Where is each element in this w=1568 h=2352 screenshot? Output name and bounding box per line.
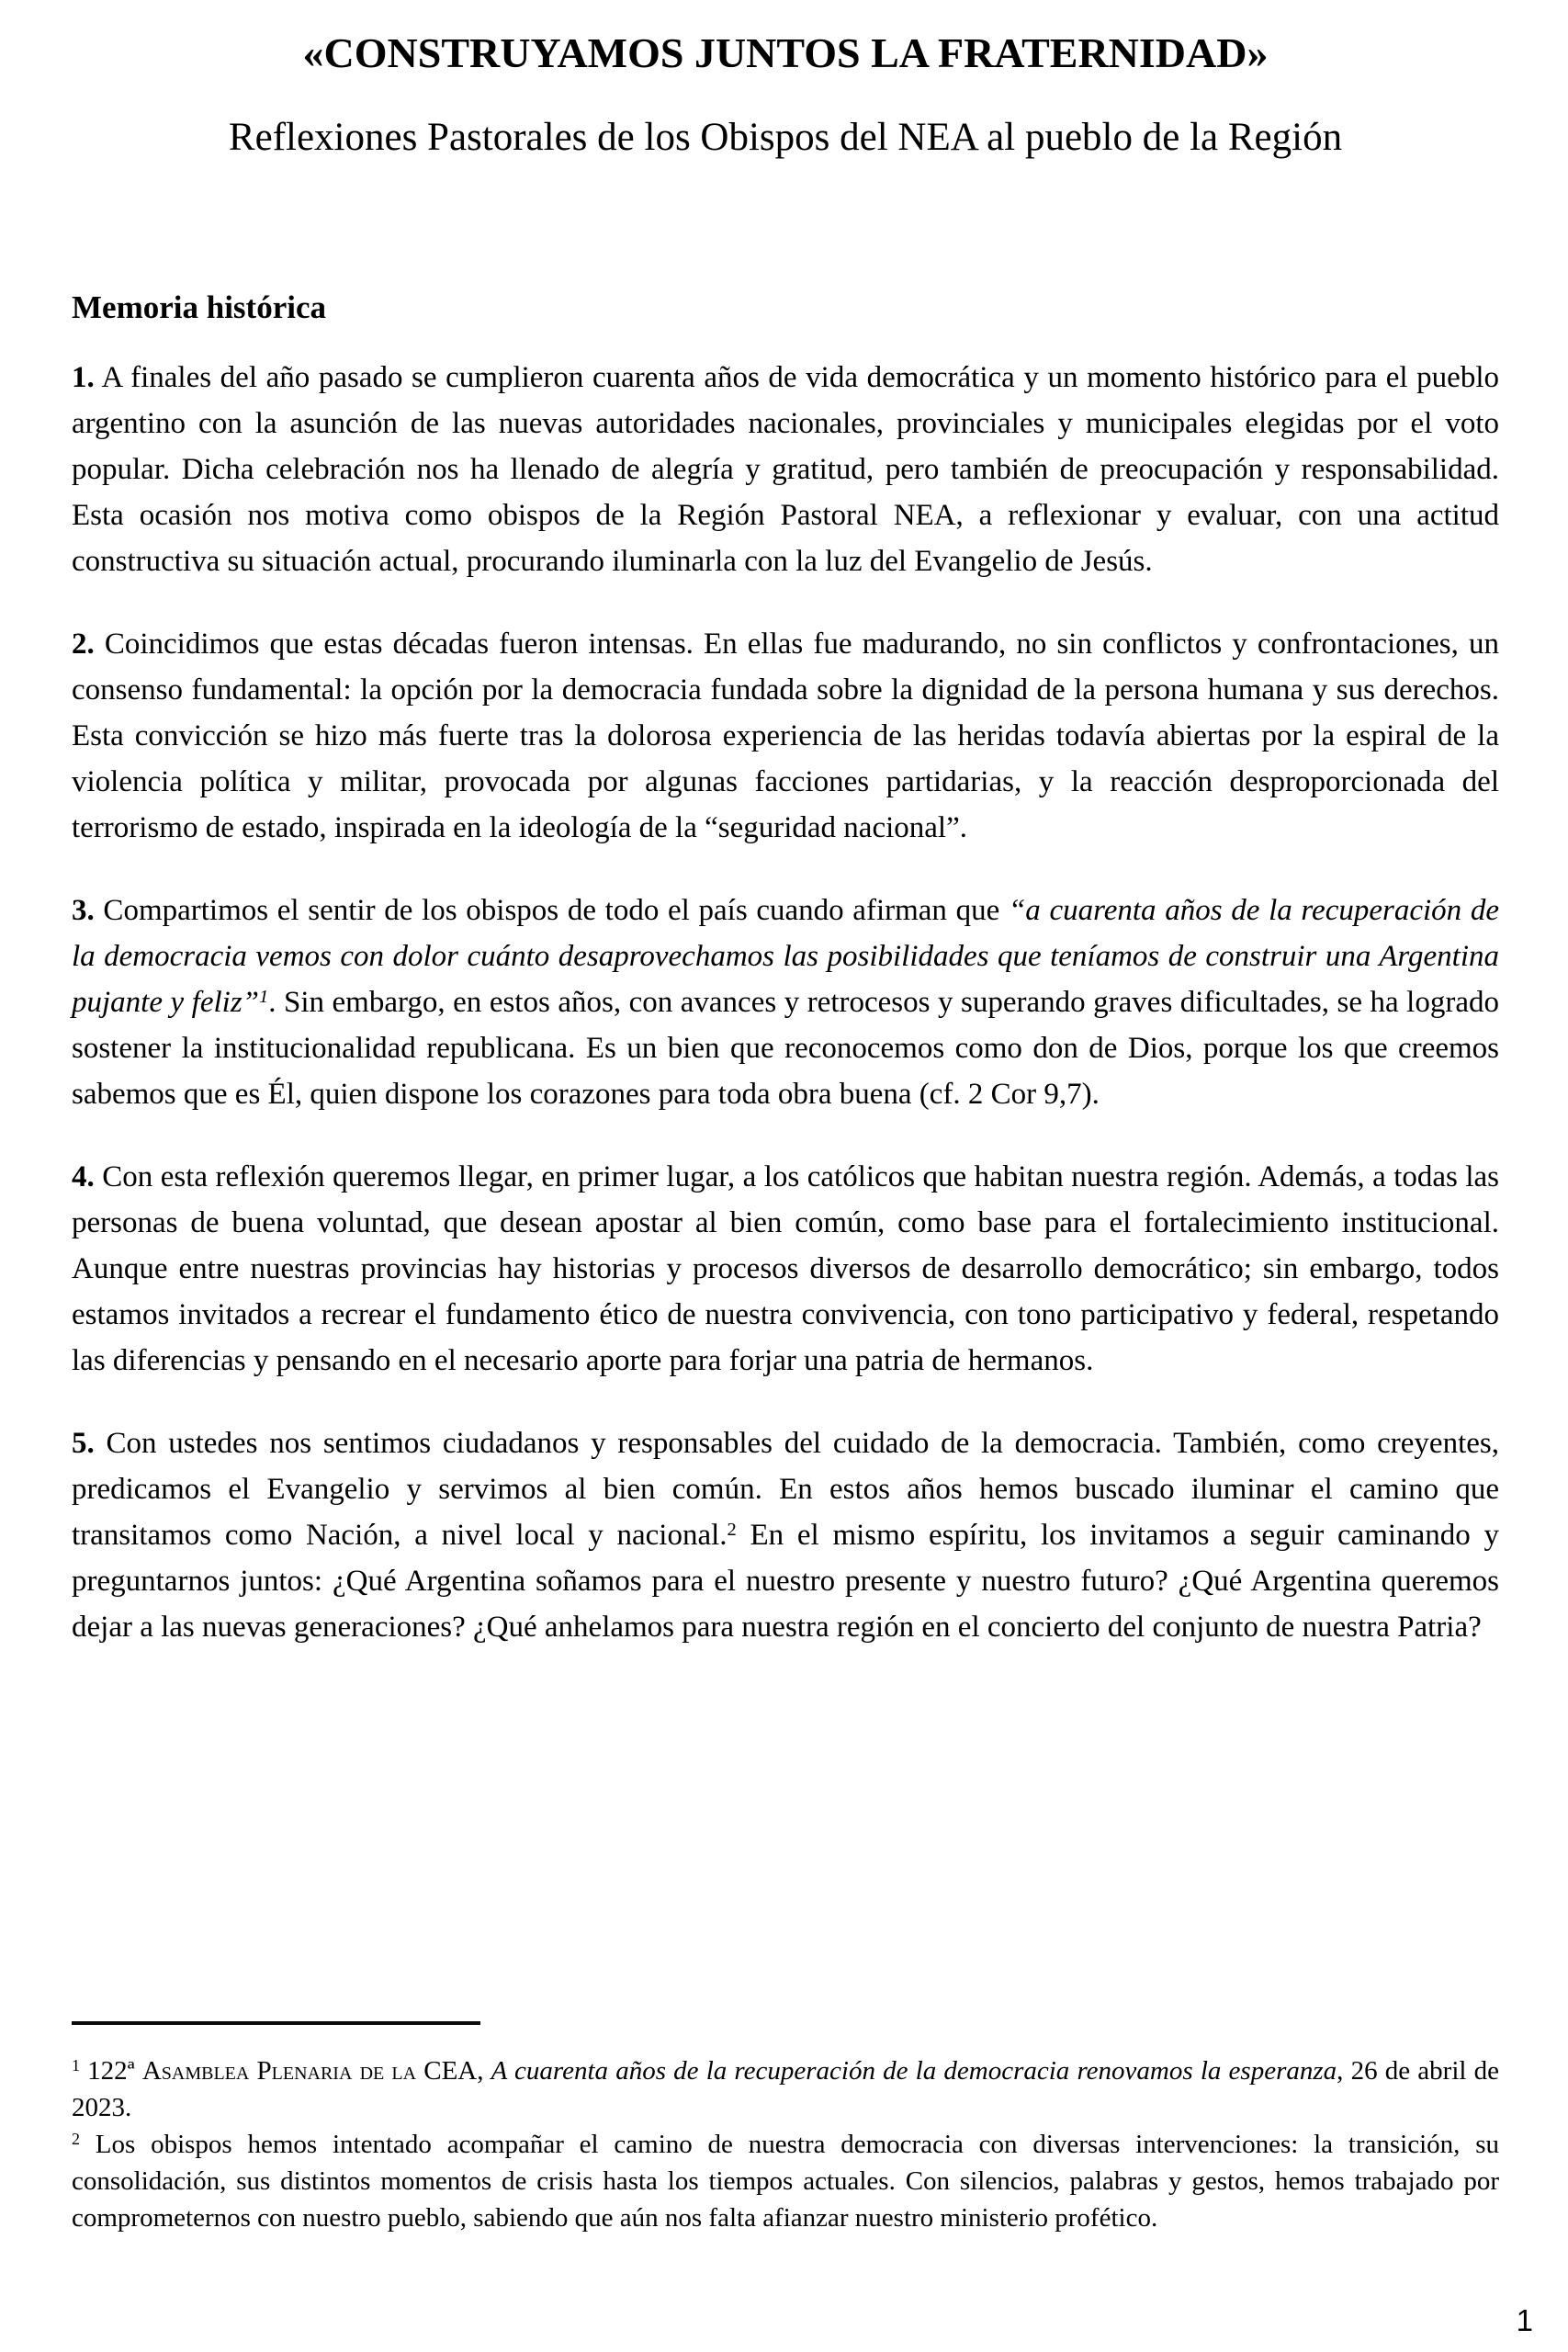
footnote-2 [72,2126,1499,2236]
footnote-1 [72,2052,1499,2126]
footnote-2-reference: 2 [727,1519,737,1540]
section-heading: Memoria histórica [72,289,326,325]
paragraph-5-text: Con ustedes nos sentimos ciudadanos y responsables del cuidado de la democracia. También, como creyentes, predicamos el Evangelio y servimos al bien común. En estos años hemos buscado iluminar el camino que transitamos como Nación, a nivel local y nacional. [72,1427,1499,1552]
paragraph-3-quote: “a cuarenta años de la recuperación de la democracia vemos con dolor cuánto desaprovechamos las posibilidades que teníamos de construir una Argentina pujante y feliz” [72,894,1499,1019]
paragraph-4-text: Con esta reflexión queremos llegar, en primer lugar, a los católicos que habitan nuestra región. Además, a todas las personas de buena voluntad, que desean apostar al bien común, como base para el fortalecimiento institucional. Aunque entre nuestras provincias hay historias y procesos diversos de desarrollo democrático; sin embargo, todos estamos invitados a recrear el fundamento ético de nuestra convivencia, con tono participativo y federal, respetando las diferencias y pensando en el necesario aporte para forjar una patria de hermanos. [72,1160,1499,1377]
footnote-2-text: Los obispos hemos intentado acompañar el camino de nuestra democracia con diversas intervenciones: la transición, su consolidación, sus distintos momentos de crisis hasta los tiempos actuales. Con silencios, palabras y gestos, hemos trabajado por comprometernos con nuestro pueblo, sabiendo que aún nos falta afianzar nuestro ministerio profético. [72,2130,1499,2233]
paragraph-1-number: 1. [72,361,95,394]
footnote-1-source: Asamblea Plenaria de la CEA [141,2056,478,2086]
footnote-separator-rule [72,2021,480,2025]
footnotes-section [72,2021,1499,2236]
document-subtitle: Reflexiones Pastorales de los Obispos del NEA al pueblo de la Región [228,116,1343,159]
paragraph-2-number: 2. [72,628,95,661]
paragraph-1-text: A finales del año pasado se cumplieron cuarenta años de vida democrática y un momento histórico para el pueblo argentino con la asunción de las nuevas autoridades nacionales, provinciales y municipales elegidas por el voto popular. Dicha celebración nos ha llenado de alegría y gratitud, pero también de preocupación y responsabilidad. Esta ocasión nos motiva como obispos de la Región Pastoral NEA, a reflexionar y evaluar, con una actitud constructiva su situación actual, procurando iluminarla con la luz del Evangelio de Jesús. [72,361,1499,578]
footnote-1-title: A cuarenta años de la recuperación de la democracia renovamos la esperanza [491,2056,1337,2086]
paragraph-5 [72,1420,1499,1650]
footnote-1-reference: 1 [259,986,269,1007]
paragraph-5-tail: En el mismo espíritu, los invitamos a seguir caminando y preguntarnos juntos: ¿Qué Argentina soñamos para el nuestro presente y nuestro futuro? ¿Qué Argentina queremos dejar a las nuevas generaciones? ¿Qué anhelamos para nuestra región en el concierto del conjunto de nuestra Patria? [72,1519,1499,1644]
footnote-2-marker: 2 [72,2130,80,2149]
footnote-1-separator: , [477,2056,491,2086]
page-number: 1 [1516,2303,1533,2337]
paragraph-2 [72,621,1499,851]
footnote-1-prefix: 122ª [79,2056,142,2086]
document-title: «CONSTRUYAMOS JUNTOS LA FRATERNIDAD» [302,29,1269,76]
paragraph-3-text: Compartimos el sentir de los obispos de todo el país cuando afirman que [94,894,1009,927]
footnote-1-date: , 26 de abril de 2023. [72,2056,1499,2122]
paragraph-4 [72,1154,1499,1384]
paragraph-1 [72,355,1499,584]
footnote-1-marker: 1 [72,2056,80,2075]
paragraph-2-text: Coincidimos que estas décadas fueron intensas. En ellas fue madurando, no sin conflictos y confrontaciones, un consenso fundamental: la opción por la democracia fundada sobre la dignidad de la persona humana y sus derechos. Esta convicción se hizo más fuerte tras la dolorosa experiencia de las heridas todavía abiertas por la espiral de la violencia política y militar, provocada por algunas facciones partidarias, y la reacción desproporcionada del terrorismo de estado, inspirada en la ideología de la “seguridad nacional”. [72,628,1499,844]
paragraph-4-number: 4. [72,1160,95,1193]
paragraph-5-number: 5. [72,1427,95,1460]
paragraph-3-number: 3. [72,894,95,927]
paragraph-3 [72,888,1499,1117]
paragraph-3-tail: . Sin embargo, en estos años, con avances y retrocesos y superando graves dificultades, se ha logrado sostener la institucionalidad republicana. Es un bien que reconocemos como don de Dios, porque los que creemos sabemos que es Él, quien dispone los corazones para toda obra buena (cf. 2 Cor 9,7). [72,986,1499,1111]
